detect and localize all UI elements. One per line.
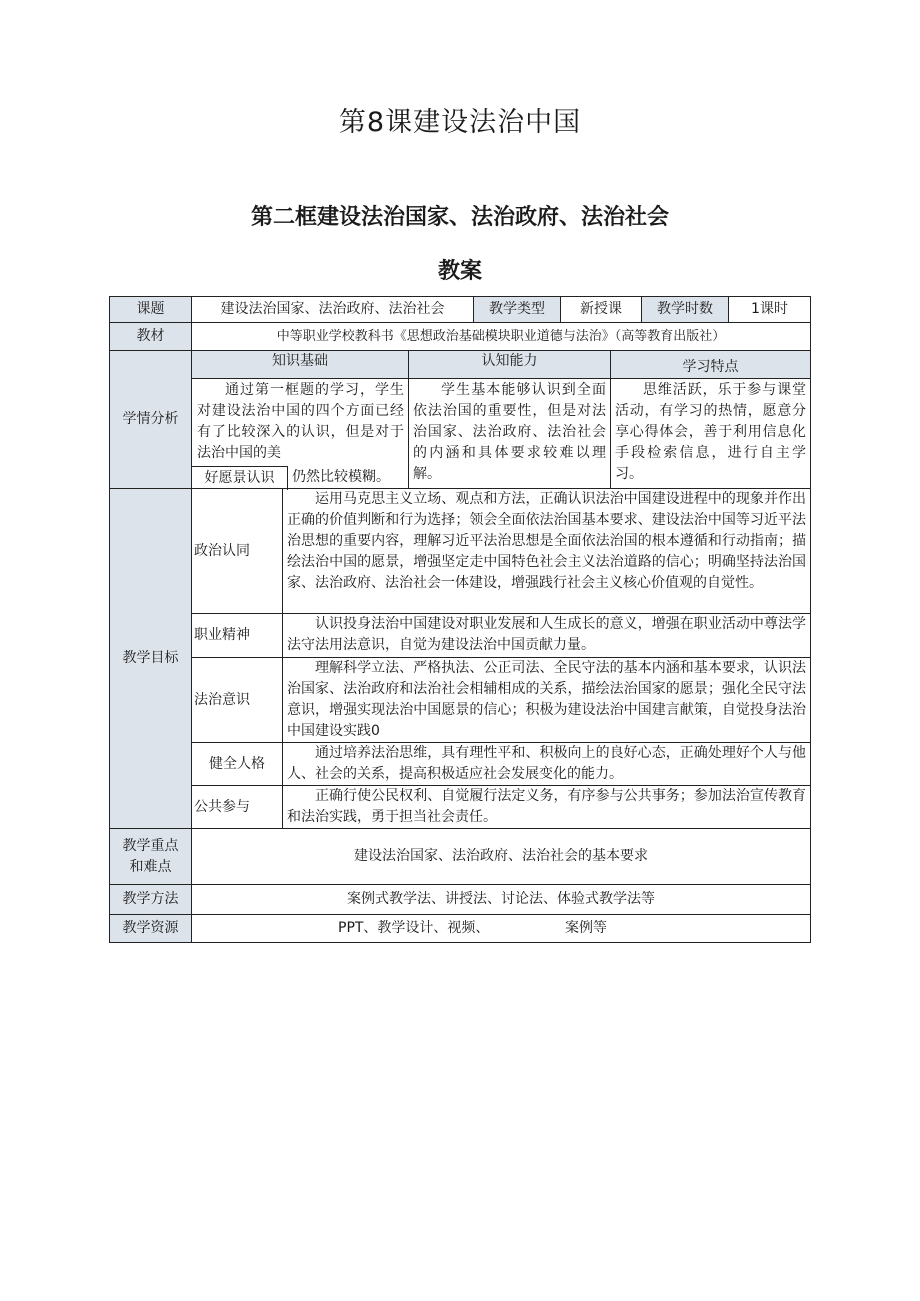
teaching-hours-label: 教学时数 <box>641 296 729 323</box>
objective-text-personality <box>282 742 811 786</box>
objective-text-participation <box>282 785 811 829</box>
resources-value-b: 案例等 <box>565 920 607 936</box>
textbook-value: 中等职业学校教科书《思想政治基础模块职业道德与法治》（高等教育出版社） <box>191 322 811 351</box>
objective-text-political <box>282 488 811 614</box>
knowledge-text: 通过第一框题的学习，学生对建设法治中国的四个方面已经有了比较深入的认识，但是对于法治中国的美 <box>197 382 404 461</box>
objective-text-professional <box>282 613 811 658</box>
methods-label: 教学方法 <box>109 884 192 915</box>
header-cognitive: 认知能力 <box>408 350 611 379</box>
teaching-type-value: 新授课 <box>560 296 642 323</box>
header-knowledge: 知识基础 <box>191 350 409 379</box>
cognitive-text: 学生基本能够认识到全面依法治国的重要性，但是对法治国家、法治政府、法治社会的内涵和具体要求较难以理解。 <box>413 382 606 482</box>
objective-name-personality: 健全人格 <box>191 742 283 786</box>
resources-value <box>191 914 811 943</box>
objective-name-legal: 法治意识 <box>191 657 283 743</box>
methods-value: 案例式教学法、讲授法、讨论法、体验式教学法等 <box>191 884 811 915</box>
key-points-label: 教学重点和难点 <box>109 828 192 885</box>
knowledge-tail-b: 仍然比较模糊。 <box>292 469 390 485</box>
resources-label: 教学资源 <box>109 914 192 943</box>
objective-professional-paragraph: 认识投身法治中国建设对职业发展和人生成长的意义，增强在职业活动中尊法学法守法用法意识，自觉为建设法治中国贡献力量。 <box>287 616 806 653</box>
header-features: 学习特点 <box>610 350 811 379</box>
cognitive-cell <box>408 378 611 489</box>
page-title: 第8课建设法治中国 <box>338 107 582 138</box>
document-type: 教案 <box>437 259 482 284</box>
resources-value-a: PPT、教学设计、视频、 <box>338 920 490 936</box>
objective-name-professional: 职业精神 <box>191 613 283 658</box>
features-cell <box>610 378 811 489</box>
objective-legal-paragraph: 理解科学立法、严格执法、公正司法、全民守法的基本内涵和基本要求，认识法治国家、法治政府和法治社会相辅相成的关系，描绘法治国家的愿景；强化全民守法意识，增强实现法治中国愿景的信心；积极为建设法治中国建言献策，自觉投身法治中国建设实践0 <box>287 660 806 739</box>
knowledge-tail-a: 好愿景认识 <box>192 466 288 490</box>
key-points-value: 建设法治国家、法治政府、法治社会的基本要求 <box>191 828 811 885</box>
objective-name-political: 政治认同 <box>191 488 283 614</box>
objective-personality-paragraph: 通过培养法治思维，具有理性平和、积极向上的良好心态，正确处理好个人与他人、社会的关系，提高积极适应社会发展变化的能力。 <box>287 745 806 782</box>
textbook-label: 教材 <box>109 322 192 351</box>
topic-value: 建设法治国家、法治政府、法治社会 <box>191 296 474 323</box>
teaching-type-label: 教学类型 <box>473 296 561 323</box>
topic-label: 课题 <box>109 296 192 323</box>
objective-political-paragraph: 运用马克思主义立场、观点和方法，正确认识法治中国建设进程中的现象并作出正确的价值判断和行为选择；领会全面依法治国基本要求、建设法治中国等习近平法治思想的重要内容，理解习近平法治思想是全面依法治国的根本遵循和行动指南；描绘法治中国的愿景，增强坚定走中国特色社会主义法治道路的信心；明确坚持法治国家、法治政府、法治社会一体建设，增强践行社会主义核心价值观的自觉性。 <box>287 491 806 591</box>
objective-name-participation: 公共参与 <box>191 785 283 829</box>
teaching-hours-value: 1课时 <box>728 296 811 323</box>
knowledge-cell <box>191 378 409 489</box>
features-text: 思维活跃，乐于参与课堂活动，有学习的热情，愿意分享心得体会，善于利用信息化手段检索信息，进行自主学习。 <box>615 382 806 482</box>
lesson-subtitle: 第二框建设法治国家、法治政府、法治社会 <box>250 205 669 230</box>
objectives-label: 教学目标 <box>109 488 192 829</box>
objective-text-legal <box>282 657 811 743</box>
objective-participation-paragraph: 正确行使公民权利、自觉履行法定义务，有序参与公共事务；参加法治宣传教育和法治实践，勇于担当社会责任。 <box>287 788 806 825</box>
learning-analysis-label: 学情分析 <box>109 350 192 489</box>
